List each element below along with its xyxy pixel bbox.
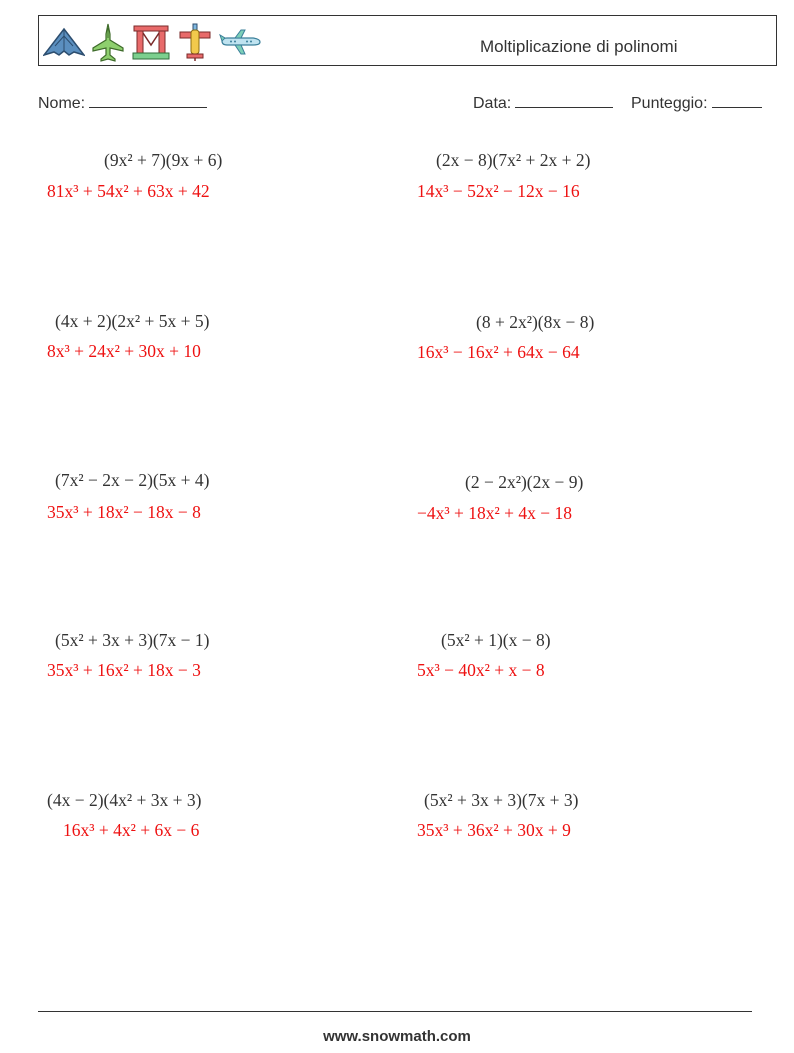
score-label: Punteggio: [631,95,708,112]
problem-answer: 35x³ + 36x² + 30x + 9 [417,820,571,840]
problem-answer: 5x³ − 40x² + x − 8 [417,660,545,680]
score-field[interactable] [631,93,762,113]
gantry-icon [131,23,171,61]
problem-answer: 8x³ + 24x² + 30x + 10 [47,341,201,361]
problem-expression: (5x² + 1)(x − 8) [441,630,551,650]
problem-answer: 16x³ − 16x² + 64x − 64 [417,342,580,362]
problem-expression: (2 − 2x²)(2x − 9) [465,472,584,492]
propeller-plane-icon [177,22,213,62]
problem-expression: (7x² − 2x − 2)(5x + 4) [55,470,210,490]
worksheet-header [38,15,777,66]
problem-expression: (5x² + 3x + 3)(7x − 1) [55,630,210,650]
problem-expression: (4x − 2)(4x² + 3x + 3) [47,790,202,810]
problem-expression: (5x² + 3x + 3)(7x + 3) [424,790,579,810]
stealth-bomber-icon [43,26,85,58]
footer-site-link[interactable]: www.snowmath.com [323,1028,471,1045]
airliner-icon [219,27,261,57]
name-label: Nome: [38,95,86,112]
date-label: Data: [473,95,512,112]
name-field[interactable] [38,93,207,113]
problem-answer: −4x³ + 18x² + 4x − 18 [417,503,572,523]
problem-expression: (2x − 8)(7x² + 2x + 2) [436,150,591,170]
problem-answer: 35x³ + 16x² + 18x − 3 [47,660,201,680]
problem-answer: 81x³ + 54x² + 63x + 42 [47,181,210,201]
worksheet-title: Moltiplicazione di polinomi [480,37,678,56]
name-blank[interactable] [89,93,207,108]
problem-answer: 35x³ + 18x² − 18x − 8 [47,502,201,522]
problem-expression: (8 + 2x²)(8x − 8) [476,312,595,332]
icon-strip [43,22,261,62]
problem-answer: 16x³ + 4x² + 6x − 6 [63,820,200,840]
date-blank[interactable] [515,93,613,108]
fighter-jet-icon [91,22,125,62]
problem-answer: 14x³ − 52x² − 12x − 16 [417,181,580,201]
score-blank[interactable] [712,93,762,108]
problem-expression: (4x + 2)(2x² + 5x + 5) [55,311,210,331]
problem-expression: (9x² + 7)(9x + 6) [104,150,223,170]
date-field[interactable] [473,93,613,113]
footer-divider [38,1011,752,1012]
